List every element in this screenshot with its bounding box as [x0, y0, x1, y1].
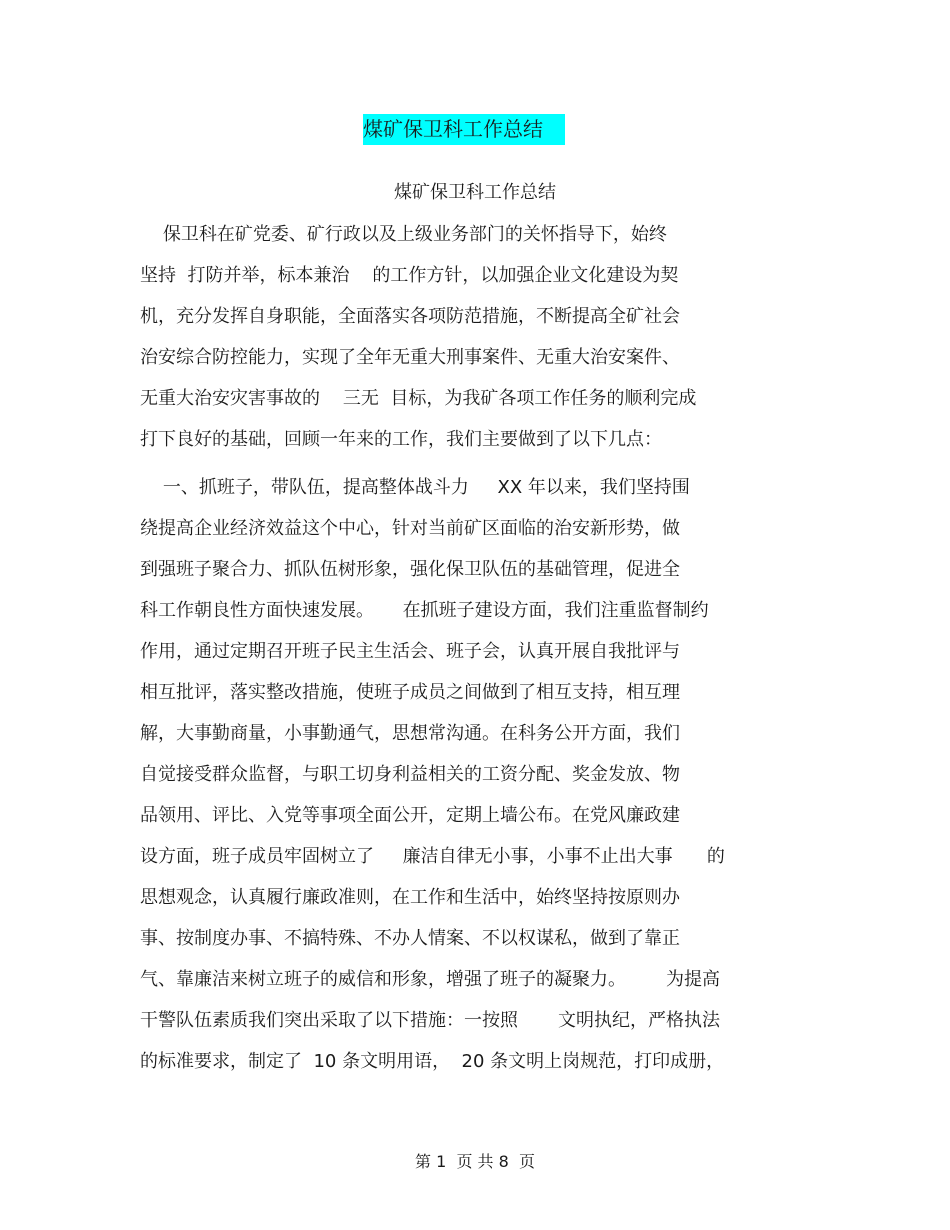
body-line: 事、按制度办事、不搞特殊、不办人情案、不以权谋私，做到了靠正 — [140, 928, 680, 949]
body-line: 自觉接受群众监督，与职工切身利益相关的工资分配、奖金发放、物 — [140, 764, 680, 785]
body-line: 一、抓班子，带队伍，提高整体战斗力 XX 年以来，我们坚持围 — [140, 477, 690, 498]
body-line: 设方面，班子成员牢固树立了 廉洁自律无小事，小事不止出大事 的 — [140, 846, 725, 867]
body-line: 打下良好的基础，回顾一年来的工作，我们主要做到了以下几点： — [140, 429, 662, 450]
body-line: 坚持 打防并举，标本兼治 的工作方针，以加强企业文化建设为契 — [140, 265, 679, 286]
body-line: 相互批评，落实整改措施，使班子成员之间做到了相互支持，相互理 — [140, 682, 680, 703]
body-line: 的标准要求，制定了 10 条文明用语， 20 条文明上岗规范，打印成册， — [140, 1051, 725, 1072]
body-line: 保卫科在矿党委、矿行政以及上级业务部门的关怀指导下，始终 — [140, 224, 667, 245]
body-line: 到强班子聚合力、抓队伍树形象，强化保卫队伍的基础管理，促进全 — [140, 559, 680, 580]
body-line: 干警队伍素质我们突出采取了以下措施：一按照 文明执纪，严格执法 — [140, 1010, 721, 1031]
body-line: 思想观念，认真履行廉政准则，在工作和生活中，始终坚持按原则办 — [140, 887, 680, 908]
body-line: 品领用、评比、入党等事项全面公开，定期上墙公布。在党风廉政建 — [140, 805, 680, 826]
body-line: 机，充分发挥自身职能，全面落实各项防范措施，不断提高全矿社会 — [140, 306, 680, 327]
document-title: 煤矿保卫科工作总结 — [363, 114, 565, 145]
body-line: 科工作朝良性方面快速发展。 在抓班子建设方面，我们注重监督制约 — [140, 600, 709, 621]
document-subtitle: 煤矿保卫科工作总结 — [394, 182, 556, 203]
body-line: 治安综合防控能力，实现了全年无重大刑事案件、无重大治安案件、 — [140, 347, 680, 368]
page-footer: 第 1 页 共 8 页 — [415, 1152, 535, 1171]
body-line: 解，大事勤商量，小事勤通气，思想常沟通。在科务公开方面，我们 — [140, 723, 680, 744]
body-line: 无重大治安灾害事故的 三无 目标，为我矿各项工作任务的顺利完成 — [140, 388, 697, 409]
body-line: 绕提高企业经济效益这个中心，针对当前矿区面临的治安新形势，做 — [140, 518, 680, 539]
body-line: 气、靠廉洁来树立班子的威信和形象，增强了班子的凝聚力。 为提高 — [140, 969, 721, 990]
body-line: 作用，通过定期召开班子民主生活会、班子会，认真开展自我批评与 — [140, 641, 680, 662]
